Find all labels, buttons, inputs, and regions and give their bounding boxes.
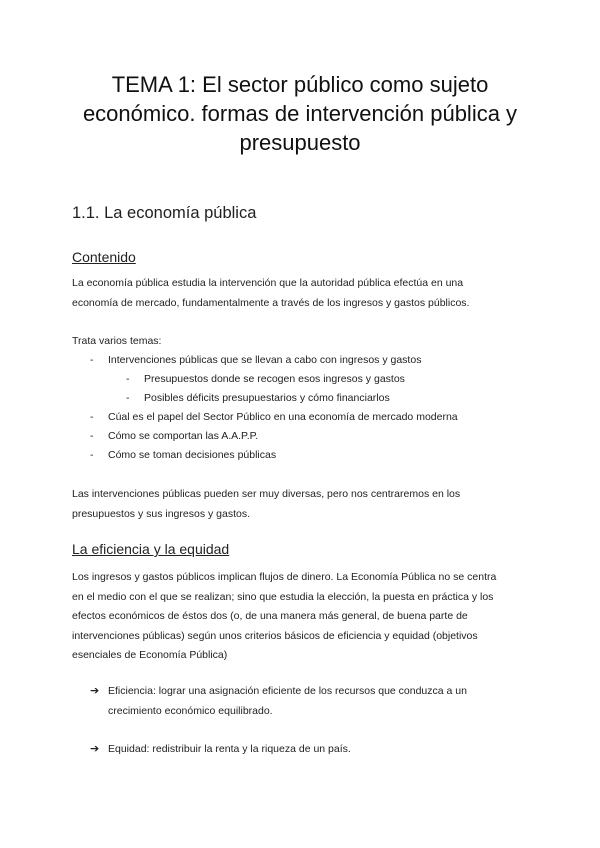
list-item: Posibles déficits presupuestarios y cómo financiarlos (144, 392, 390, 404)
paragraph-line: presupuestos y sus ingresos y gastos. (72, 507, 251, 520)
title-line: económico. formas de intervención pública y (82, 101, 518, 126)
dash-bullet: - (90, 354, 94, 366)
paragraph-line: crecimiento económico equilibrado. (108, 704, 273, 717)
dash-bullet: - (126, 392, 130, 404)
paragraph-line: efectos económicos de éstos dos (o, de una manera más general, de buena parte de (72, 610, 468, 622)
arrow-bullet-icon: ➔ (90, 743, 100, 755)
eficiencia-paragraph (72, 568, 542, 666)
document-title (60, 70, 540, 157)
paragraph-line: esenciales de Economía Pública) (72, 649, 228, 661)
list-item: Cúal es el papel del Sector Público en una economía de mercado moderna (108, 411, 458, 423)
contenido-heading: Contenido (72, 249, 136, 265)
paragraph-line: en el medio con el que se realizan; sino que estudia la elección, la puesta en práctica y los (72, 590, 494, 603)
list-item: Cómo se toman decisiones públicas (108, 449, 277, 461)
dash-bullet: - (126, 373, 130, 385)
title-line: presupuesto (239, 130, 361, 155)
contenido-intro (72, 274, 542, 313)
paragraph-line: La economía pública estudia la intervención que la autoridad pública efectúa en una (72, 277, 464, 289)
paragraph-line: Eficiencia: lograr una asignación eficiente de los recursos que conduzca a un (108, 685, 467, 697)
paragraph-line: Las intervenciones públicas pueden ser muy diversas, pero nos centraremos en los (72, 488, 461, 500)
paragraph-line: economía de mercado, fundamentalmente a través de los ingresos y gastos públicos. (72, 296, 470, 309)
arrow-bullet-icon: ➔ (90, 685, 100, 697)
temas-label: Trata varios temas: (72, 335, 162, 347)
dash-bullet: - (90, 430, 94, 442)
dash-bullet: - (90, 411, 94, 423)
list-item: Cómo se comportan las A.A.P.P. (108, 430, 259, 442)
paragraph-line: intervenciones públicas) según unos criterios básicos de eficiencia y equidad (objetivos (72, 629, 478, 642)
list-item: Intervenciones públicas que se llevan a cabo con ingresos y gastos (108, 354, 422, 366)
dash-bullet: - (90, 449, 94, 461)
eficiencia-item (108, 682, 538, 721)
section-heading: 1.1. La economía pública (72, 204, 257, 222)
equidad-item: Equidad: redistribuir la renta y la riqueza de un país. (108, 743, 351, 755)
title-line: TEMA 1: El sector público como sujeto (111, 72, 489, 97)
paragraph-line: Los ingresos y gastos públicos implican flujos de dinero. La Economía Pública no se centra (72, 571, 497, 583)
eficiencia-heading: La eficiencia y la equidad (72, 541, 230, 557)
contenido-closing (72, 485, 542, 524)
list-item: Presupuestos donde se recogen esos ingresos y gastos (144, 373, 405, 385)
